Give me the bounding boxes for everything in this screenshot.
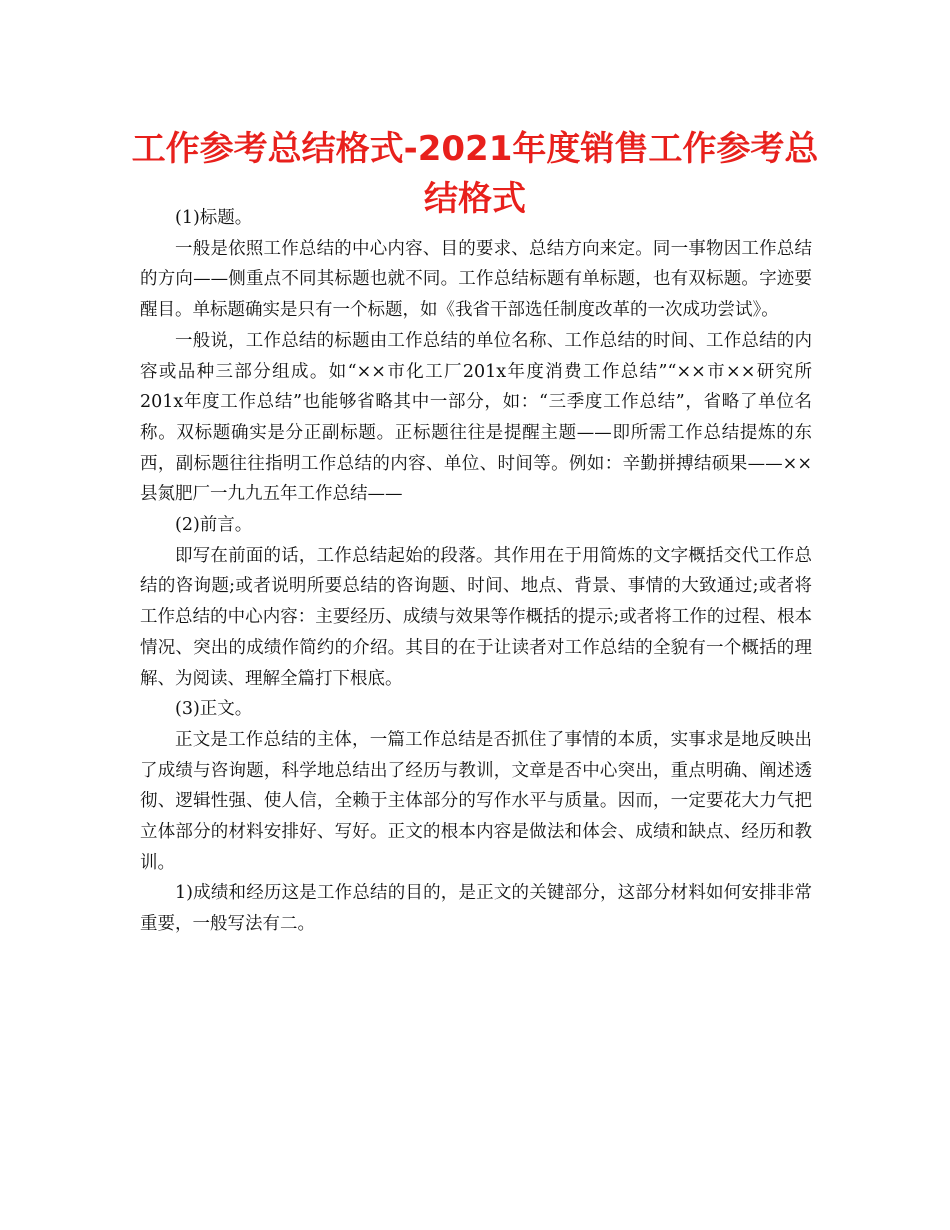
document-body xyxy=(140,203,812,940)
paragraph-achievements: 1)成绩和经历这是工作总结的目的，是正文的关键部分，这部分材料如何安排非常重要，一般写法有二。 xyxy=(140,883,812,935)
paragraph-title-basis: 一般是依照工作总结的中心内容、目的要求、总结方向来定。同一事物因工作总结的方向——侧重点不同其标题也就不同。工作总结标题有单标题，也有双标题。字迹要醒目。单标题确实是只有一个标题，如《我省干部选任制度改革的一次成功尝试》。 xyxy=(140,238,812,321)
paragraph-body-content: 正文是工作总结的主体，一篇工作总结是否抓住了事情的本质，实事求是地反映出了成绩与咨询题，科学地总结出了经历与教训，文章是否中心突出，重点明确、阐述透彻、逻辑性强、使人信，全赖于主体部分的写作水平与质量。因而，一定要花大力气把立体部分的材料安排好、写好。正文的根本内容是做法和体会、成绩和缺点、经历和教训。 xyxy=(140,729,812,873)
paragraph-title-composition: 一般说，工作总结的标题由工作总结的单位名称、工作总结的时间、工作总结的内容或品种三部分组成。如“××市化工厂201x年度消费工作总结”“××市××研究所201x年度工作总结”也能够省略其中一部分，如：“三季度工作总结”，省略了单位名称。双标题确实是分正副标题。正标题往往是提醒主题——即所需工作总结提炼的东西，副标题往往指明工作总结的内容、单位、时间等。例如：辛勤拼搏结硕果——××县氮肥厂一九九五年工作总结—— xyxy=(140,330,812,505)
paragraph-heading-preface: (2)前言。 xyxy=(175,515,253,536)
document-title: 工作参考总结格式-2021年度销售工作参考总结格式 xyxy=(131,129,819,219)
paragraph-preface-content: 即写在前面的话，工作总结起始的段落。其作用在于用简炼的文字概括交代工作总结的咨询题;或者说明所要总结的咨询题、时间、地点、背景、事情的大致通过;或者将工作总结的中心内容：主要经历、成绩与效果等作概括的提示;或者将工作的过程、根本情况、突出的成绩作简约的介绍。其目的在于让读者对工作总结的全貌有一个概括的理解、为阅读、理解全篇打下根底。 xyxy=(140,545,812,689)
paragraph-heading-title: (1)标题。 xyxy=(175,208,253,228)
paragraph-heading-body: (3)正文。 xyxy=(175,699,253,720)
